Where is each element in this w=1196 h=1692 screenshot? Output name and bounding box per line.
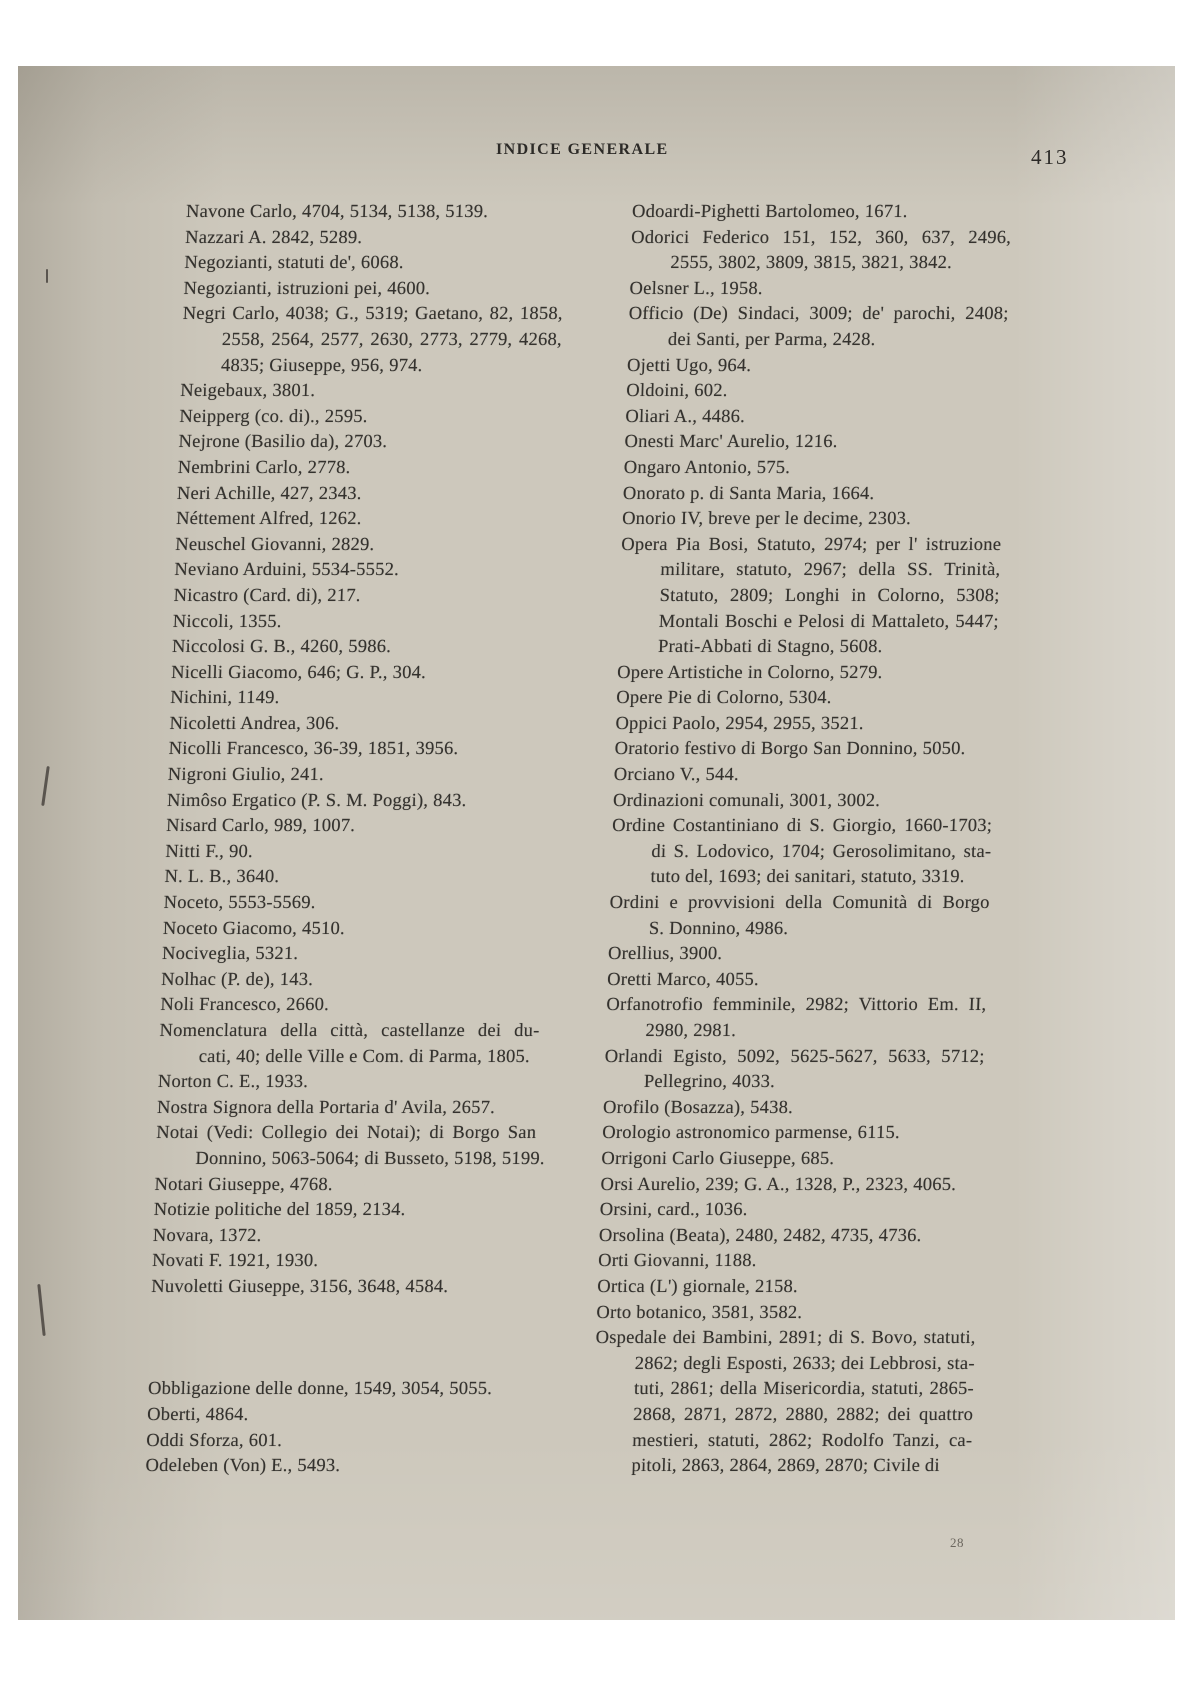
entry-continuation-line: pitoli, 2863, 2864, 2869, 2870; Civile di: [631, 1456, 941, 1477]
index-entry: [154, 1173, 535, 1199]
index-entry: [164, 865, 545, 891]
running-head: INDICE GENERALE: [496, 141, 669, 158]
index-entry: [169, 712, 550, 738]
index-entry: [147, 1403, 528, 1429]
entry-heading-line: Oddi Sforza, 601.: [146, 1430, 283, 1451]
entry-heading-line: Nigroni Giulio, 241.: [167, 765, 325, 786]
index-entry: [172, 635, 553, 661]
entry-heading-line: Negozianti, istruzioni pei, 4600.: [183, 278, 431, 299]
entry-continuation-line: 4835; Giuseppe, 956, 974.: [220, 355, 423, 376]
index-entry: [614, 737, 995, 763]
scan-mark: [46, 269, 48, 283]
entry-heading-line: Orto botanico, 3581, 3582.: [596, 1302, 803, 1323]
entry-continuation-line: S. Donnino, 4986.: [648, 918, 789, 939]
entry-heading-line: Neipperg (co. di)., 2595.: [179, 406, 369, 427]
entry-continuation-line: 2555, 3802, 3809, 3815, 3821, 3842.: [670, 253, 953, 274]
entry-heading-line: Onesti Marc' Aurelio, 1216.: [624, 432, 838, 453]
page-number: 413: [1031, 145, 1069, 169]
entry-heading-line: Nostra Signora della Portaria d' Avila, 2657.: [156, 1097, 496, 1118]
index-entry: [596, 1301, 977, 1327]
entry-heading-line: Ordini e provvisioni della Comunità di Borgo: [609, 893, 991, 914]
entry-heading-line: Onorio IV, breve per le decime, 2303.: [621, 509, 912, 530]
entry-continuation-line: Montali Boschi e Pelosi di Mattaleto, 5447;: [658, 611, 1000, 632]
index-entry: [173, 584, 554, 610]
index-column-right: [591, 200, 1012, 1480]
entry-heading-line: Orsolina (Beata), 2480, 2482, 4735, 4736.: [598, 1225, 922, 1246]
entry-heading-line: Nociveglia, 5321.: [161, 944, 299, 965]
index-entry: [145, 1454, 526, 1480]
entry-heading-line: Neigebaux, 3801.: [179, 381, 316, 402]
entry-heading-line: Nazzari A. 2842, 5289.: [184, 227, 363, 248]
index-entry: [166, 814, 547, 840]
entry-continuation-line: Prati-Abbati di Stagno, 5608.: [657, 637, 883, 658]
index-column-left: [145, 200, 566, 1480]
index-entry: [160, 993, 541, 1019]
entry-heading-line: Orofilo (Bosazza), 5438.: [602, 1097, 794, 1118]
entry-heading-line: Orciano V., 544.: [613, 765, 740, 786]
entry-heading-line: Opere Artistiche in Colorno, 5279.: [616, 662, 883, 683]
entry-heading-line: Nimôso Ergatico (P. S. M. Poggi), 843.: [166, 790, 467, 811]
index-text-block: [109, 200, 1031, 1490]
entry-heading-line: N. L. B., 3640.: [164, 867, 280, 888]
index-entry: [179, 405, 560, 431]
entry-heading-line: Oberti, 4864.: [146, 1404, 249, 1425]
index-group: [591, 200, 1012, 1480]
index-entry: [174, 558, 555, 584]
entry-heading-line: Orsi Aurelio, 239; G. A., 1328, P., 2323, 4065.: [600, 1174, 957, 1195]
index-entry: [599, 1198, 980, 1224]
entry-heading-line: Ospedale dei Bambini, 2891; di S. Bovo, statuti,: [595, 1328, 976, 1349]
index-entry: [178, 430, 559, 456]
index-entry: [183, 277, 564, 303]
entry-heading-line: Niccoli, 1355.: [172, 611, 282, 632]
index-entry: [172, 610, 553, 636]
index-entry: [598, 1249, 979, 1275]
entry-heading-line: Onorato p. di Santa Maria, 1664.: [622, 483, 875, 504]
index-entry: [626, 379, 1007, 405]
entry-heading-line: Noli Francesco, 2660.: [160, 995, 330, 1016]
index-entry: [153, 1224, 534, 1250]
index-entry: [176, 482, 557, 508]
entry-heading-line: Novati F. 1921, 1930.: [151, 1251, 319, 1272]
entry-heading-line: Orellius, 3900.: [607, 944, 723, 965]
index-entry: [617, 661, 998, 687]
index-entry: [622, 507, 1003, 533]
index-entry: [161, 968, 542, 994]
index-entry: [607, 968, 988, 994]
index-entry: [618, 533, 1002, 661]
entry-heading-line: Ordine Costantiniano di S. Giorgio, 1660-1703;: [611, 816, 993, 837]
entry-heading-line: Nejrone (Basilio da), 2703.: [178, 432, 388, 453]
entry-heading-line: Oppici Paolo, 2954, 2955, 3521.: [615, 713, 865, 734]
index-entry: [608, 942, 989, 968]
entry-heading-line: Orrigoni Carlo Giuseppe, 685.: [601, 1148, 835, 1169]
index-entry: [175, 533, 556, 559]
index-entry: [599, 1224, 980, 1250]
entry-heading-line: Opera Pia Bosi, Statuto, 2974; per l' istruzione: [620, 534, 1002, 555]
entry-heading-line: Odorici Federico 151, 152, 360, 637, 2496,: [630, 227, 1012, 248]
index-entry: [630, 226, 1012, 277]
index-entry: [603, 1096, 984, 1122]
index-entry: [623, 456, 1004, 482]
index-entry: [632, 200, 1013, 226]
scan-mark: [41, 766, 50, 806]
entry-heading-line: Néttement Alfred, 1262.: [175, 509, 363, 530]
index-entry: [629, 277, 1010, 303]
index-entry: [167, 789, 548, 815]
index-entry: [601, 1147, 982, 1173]
index-entry: [153, 1198, 534, 1224]
entry-heading-line: Ordinazioni comunali, 3001, 3002.: [612, 790, 881, 811]
entry-continuation-line: militare, statuto, 2967; della SS. Trinità,: [660, 560, 1001, 581]
entry-heading-line: Norton C. E., 1933.: [157, 1072, 309, 1093]
entry-heading-line: Nuvoletti Giuseppe, 3156, 3648, 4584.: [150, 1276, 449, 1297]
index-group: [151, 200, 567, 1301]
entry-heading-line: Nisard Carlo, 989, 1007.: [165, 816, 356, 837]
entry-heading-line: Notai (Vedi: Collegio dei Notai); di Borgo San: [155, 1123, 537, 1144]
index-entry: [158, 1019, 540, 1070]
index-entry: [185, 226, 566, 252]
entry-heading-line: Neviano Arduini, 5534-5552.: [174, 560, 400, 581]
entry-heading-line: Negri Carlo, 4038; G., 5319; Gaetano, 82, 1858,: [182, 304, 564, 325]
index-entry: [605, 993, 987, 1044]
index-entry: [603, 1045, 985, 1096]
entry-heading-line: Noceto Giacomo, 4510.: [162, 918, 346, 939]
entry-heading-line: Orlandi Egisto, 5092, 5625-5627, 5633, 5712;: [604, 1046, 986, 1067]
index-entry: [624, 430, 1005, 456]
entry-continuation-line: 2558, 2564, 2577, 2630, 2773, 2779, 4268,: [221, 329, 563, 350]
index-entry: [602, 1121, 983, 1147]
index-entry: [613, 763, 994, 789]
entry-continuation-line: tuto del, 1693; dei sanitari, statuto, 3319.: [650, 867, 966, 888]
entry-heading-line: Noceto, 5553-5569.: [163, 893, 316, 914]
index-entry: [180, 379, 561, 405]
index-entry: [627, 302, 1009, 353]
index-entry: [627, 354, 1008, 380]
index-entry: [165, 840, 546, 866]
index-entry: [157, 1096, 538, 1122]
index-group: [145, 1377, 528, 1479]
index-entry: [176, 507, 557, 533]
entry-heading-line: Niccolosi G. B., 4260, 5986.: [171, 637, 392, 658]
entry-heading-line: Opere Pie di Colorno, 5304.: [615, 688, 833, 709]
entry-heading-line: Navone Carlo, 4704, 5134, 5138, 5139.: [185, 202, 489, 222]
entry-heading-line: Nomenclatura della città, castellanze dei du-: [159, 1021, 540, 1041]
entry-heading-line: Ongaro Antonio, 575.: [623, 457, 791, 478]
index-entry: [157, 1070, 538, 1096]
index-entry: [613, 789, 994, 815]
index-entry: [163, 891, 544, 917]
entry-heading-line: Oliari A., 4486.: [625, 406, 746, 427]
index-entry: [622, 482, 1003, 508]
entry-heading-line: Odeleben (Von) E., 5493.: [145, 1456, 341, 1477]
entry-heading-line: Officio (De) Sindaci, 3009; de' parochi, 2408;: [628, 304, 1010, 325]
index-entry: [162, 917, 543, 943]
entry-heading-line: Ojetti Ugo, 964.: [626, 355, 752, 376]
entry-heading-line: Neuschel Giovanni, 2829.: [174, 534, 375, 555]
index-entry: [170, 686, 551, 712]
index-entry: [186, 200, 567, 226]
index-entry: [591, 1326, 976, 1480]
entry-heading-line: Notizie politiche del 1859, 2134.: [153, 1200, 406, 1221]
entry-heading-line: Obbligazione delle donne, 1549, 3054, 5055.: [147, 1379, 493, 1400]
entry-continuation-line: Statuto, 2809; Longhi in Colorno, 5308;: [659, 585, 1000, 606]
entry-continuation-line: cati, 40; delle Ville e Com. di Parma, 1805.: [198, 1046, 531, 1067]
entry-heading-line: Orologio astronomico parmense, 6115.: [601, 1123, 901, 1144]
index-entry: [167, 763, 548, 789]
index-entry: [610, 814, 992, 891]
entry-heading-line: Nicastro (Card. di), 217.: [173, 585, 362, 606]
entry-continuation-line: dei Santi, per Parma, 2428.: [667, 329, 876, 350]
index-entry: [171, 661, 552, 687]
index-entry: [597, 1275, 978, 1301]
entry-heading-line: Novara, 1372.: [152, 1225, 262, 1246]
entry-heading-line: Nolhac (P. de), 143.: [160, 969, 314, 990]
entry-continuation-line: Donnino, 5063-5064; di Busseto, 5198, 5199.: [195, 1148, 546, 1169]
index-entry: [151, 1275, 532, 1301]
entry-heading-line: Oelsner L., 1958.: [629, 278, 764, 299]
index-entry: [146, 1429, 527, 1455]
entry-continuation-line: 2862; degli Esposti, 2633; dei Lebbrosi, sta-: [634, 1353, 976, 1374]
index-entry: [608, 891, 990, 942]
index-entry: [184, 251, 565, 277]
index-entry: [625, 405, 1006, 431]
scanned-page: [18, 66, 1175, 1620]
entry-continuation-line: di S. Lodovico, 1704; Gerosolimitano, sta-: [651, 841, 992, 862]
entry-heading-line: Oretti Marco, 4055.: [606, 969, 760, 990]
entry-heading-line: Neri Achille, 427, 2343.: [176, 483, 363, 504]
entry-heading-line: Nicoletti Andrea, 306.: [169, 713, 340, 734]
entry-continuation-line: 2868, 2871, 2872, 2880, 2882; dei quattro: [632, 1404, 974, 1425]
index-entry: [155, 1121, 546, 1172]
index-entry: [615, 712, 996, 738]
index-entry: [177, 456, 558, 482]
entry-heading-line: Nitti F., 90.: [165, 841, 254, 862]
index-entry: [162, 942, 543, 968]
index-entry: [148, 1377, 529, 1403]
entry-heading-line: Orfanotrofio femminile, 2982; Vittorio Em. II,: [606, 995, 987, 1016]
entry-continuation-line: Pellegrino, 4033.: [643, 1072, 776, 1093]
index-entry: [152, 1249, 533, 1275]
scan-mark: [37, 1284, 45, 1336]
entry-continuation-line: tuti, 2861; della Misericordia, statuti, 2865-: [633, 1379, 975, 1400]
entry-heading-line: Nicelli Giacomo, 646; G. P., 304.: [170, 662, 427, 683]
entry-heading-line: Negozianti, statuti de', 6068.: [184, 253, 405, 274]
index-entry: [600, 1173, 981, 1199]
entry-heading-line: Oldoini, 602.: [625, 381, 728, 402]
entry-heading-line: Orsini, card., 1036.: [599, 1200, 748, 1221]
entry-heading-line: Nembrini Carlo, 2778.: [177, 457, 351, 478]
entry-heading-line: Notari Giuseppe, 4768.: [154, 1174, 334, 1195]
entry-heading-line: Nicolli Francesco, 36-39, 1851, 3956.: [168, 739, 459, 760]
entry-continuation-line: mestieri, statuti, 2862; Rodolfo Tanzi, ca-: [632, 1430, 973, 1451]
entry-heading-line: Nichini, 1149.: [169, 688, 280, 709]
index-entry: [616, 686, 997, 712]
index-entry: [168, 737, 549, 763]
entry-heading-line: Oratorio festivo di Borgo San Donnino, 5050.: [614, 739, 966, 760]
entry-continuation-line: 2980, 2981.: [645, 1021, 737, 1041]
entry-heading-line: Orti Giovanni, 1188.: [597, 1251, 757, 1272]
signature-mark: 28: [950, 1535, 964, 1550]
entry-heading-line: Ortica (L') giornale, 2158.: [596, 1276, 799, 1297]
index-entry: [181, 302, 563, 379]
entry-heading-line: Odoardi-Pighetti Bartolomeo, 1671.: [631, 202, 909, 222]
